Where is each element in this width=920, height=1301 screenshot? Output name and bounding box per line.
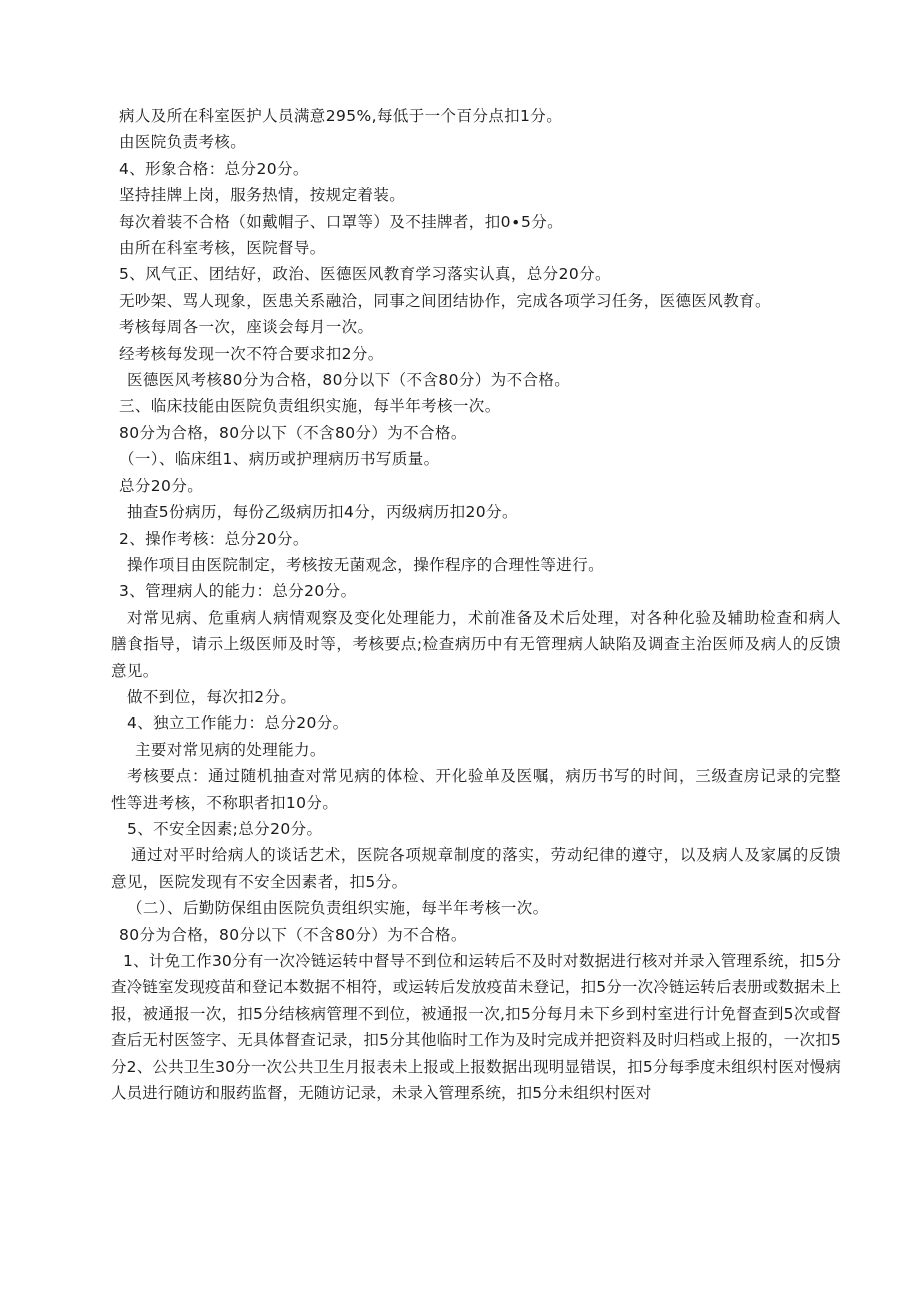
paragraph-management-penalty: 做不到位，每次扣2分。 — [127, 687, 297, 706]
paragraph-operation-items: 操作项目由医院制定，考核按无菌观念，操作程序的合理性等进行。 — [127, 555, 605, 574]
paragraph-patient-management-detail: 对常见病、危重病人病情观察及变化处理能力，术前准备及术后处理，对各种化验及辅助检查和病人膳食指导，请示上级医师及时等，考核要点;检查病历中有无管理病人缺陷及调查主治医师及病人的反馈意见。 — [111, 608, 841, 680]
paragraph-heading-ethics: 5、风气正、团结好，政治、医德医风教育学习落实认真，总分20分。 — [119, 265, 611, 284]
paragraph-immunization-public-health: 1、计免工作30分有一次冷链运转中督导不到位和运转后不及时对数据进行核对并录入管理系统，扣5分查冷链室发现疫苗和登记本数据不相符，或运转后发放疫苗未登记，扣5分一次冷链运转后表册或数据未上报，被通报一次，扣5分结核病管理不到位，被通报一次,扣5分每月未下乡到村室进行计免督查到5次或督查后无村医签字、无具体督查记录，扣5分其他临时工作为及时完成并把资料及时归档或上报的，一次扣5分2、公共卫生30分一次公共卫生月报表未上报或上报数据出现明显错误，扣5分每季度未组织村医对慢病人员进行随访和服药监督，无随访记录，未录入管理系统，扣5分未组织村医对 — [111, 952, 841, 1103]
paragraph-heading-operation: 2、操作考核：总分20分。 — [119, 529, 309, 548]
paragraph-heading-safety: 5、不安全因素;总分20分。 — [127, 819, 323, 838]
paragraph-subsection-logistics: （二）、后勤防保组由医院负责组织实施，每半年考核一次。 — [127, 899, 549, 918]
paragraph-dress-penalty: 每次着装不合格（如戴帽子、口罩等）及不挂牌者，扣0∙5分。 — [119, 212, 564, 231]
paragraph-heading-appearance: 4、形象合格：总分20分。 — [119, 159, 309, 178]
paragraph-record-sampling: 抽查5份病历，每份乙级病历扣4分，丙级病历扣20分。 — [127, 503, 518, 522]
paragraph-total-score-20: 总分20分。 — [119, 476, 204, 495]
paragraph-common-disease-handling: 主要对常见病的处理能力。 — [135, 740, 326, 759]
document-body — [111, 103, 841, 1106]
paragraph-department-assessment: 由所在科室考核，医院督导。 — [119, 239, 326, 258]
paragraph-assessment-points: 考核要点：通过随机抽查对常见病的体检、开化验单及医嘱，病历书写的时间，三级查房记录的完整性等进考核，不称职者扣10分。 — [111, 767, 841, 812]
paragraph-badge-service: 坚持挂牌上岗，服务热情，按规定着装。 — [119, 186, 406, 205]
paragraph-satisfaction-rule: 病人及所在科室医护人员满意295%,每低于一个百分点扣1分。 — [119, 107, 563, 125]
paragraph-heading-patient-management: 3、管理病人的能力：总分20分。 — [119, 582, 357, 601]
paragraph-subsection-clinical-group: （一）、临床组1、病历或护理病历书写质量。 — [119, 450, 440, 469]
paragraph-weekly-assessment: 考核每周各一次，座谈会每月一次。 — [119, 318, 374, 337]
paragraph-clinical-pass-score: 80分为合格，80分以下（不含80分）为不合格。 — [119, 423, 467, 442]
paragraph-noncompliance-penalty: 经考核每发现一次不符合要求扣2分。 — [119, 344, 384, 363]
paragraph-no-quarrels: 无吵架、骂人现象，医患关系融洽，同事之间团结协作，完成各项学习任务，医德医风教育。 — [119, 291, 771, 310]
paragraph-hospital-assessment: 由医院负责考核。 — [119, 133, 247, 152]
paragraph-section-clinical-skills: 三、临床技能由医院负责组织实施，每半年考核一次。 — [119, 397, 501, 416]
paragraph-logistics-pass-score: 80分为合格，80分以下（不含80分）为不合格。 — [119, 925, 467, 944]
paragraph-safety-detail: 通过对平时给病人的谈话艺术，医院各项规章制度的落实，劳动纪律的遵守，以及病人及家属的反馈意见，医院发现有不安全因素者，扣5分。 — [111, 846, 841, 891]
paragraph-heading-independent-work: 4、独立工作能力：总分20分。 — [127, 714, 349, 733]
paragraph-ethics-pass-score: 医德医风考核80分为合格，80分以下（不含80分）为不合格。 — [127, 371, 571, 390]
